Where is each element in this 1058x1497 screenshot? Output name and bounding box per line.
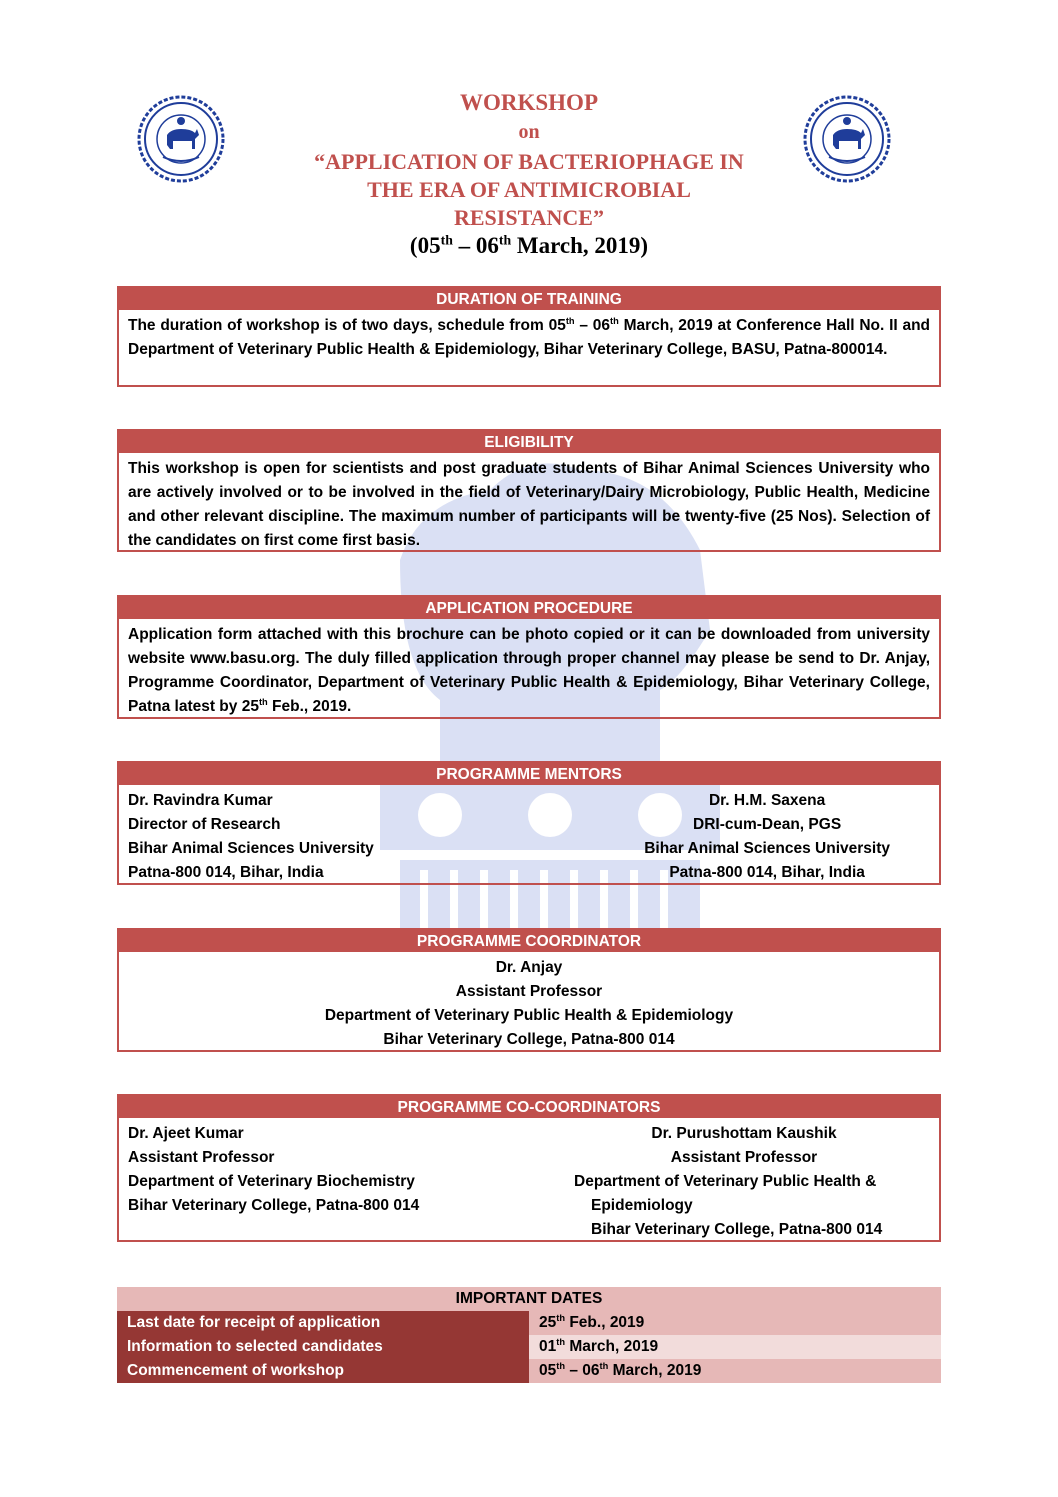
- title-on: on: [518, 121, 540, 143]
- mentors-heading: PROGRAMME MENTORS: [119, 763, 939, 785]
- mentors-body: [119, 785, 939, 889]
- important-dates-table: [117, 1287, 941, 1383]
- eligibility-heading: ELIGIBILITY: [119, 431, 939, 453]
- coordinator-heading: PROGRAMME COORDINATOR: [119, 930, 939, 952]
- cocoordinator-right: Dr. Purushottam Kaushik Assistant Professor Department of Veterinary Public Health & Epidemiology Bihar Veterinary College, Patna-800 014: [574, 1125, 883, 1238]
- cocoordinators-body: [119, 1118, 939, 1246]
- cocoordinator-left: Dr. Ajeet Kumar Assistant Professor Department of Veterinary Biochemistry Bihar Veterinary College, Patna-800 014: [128, 1125, 420, 1214]
- cocoordinators-heading: PROGRAMME CO-COORDINATORS: [119, 1096, 939, 1118]
- eligibility-text: This workshop is open for scientists and post graduate students of Bihar Animal Sciences University who are actively involved or to be involved in the field of Veterinary/Dairy Microbiology, Public Health, Medicine and other relevant discipline. The maximum number of participants will be twenty-five (25 Nos). Selection of the candidates on first come first basis.: [128, 460, 930, 549]
- duration-text: The duration of workshop is of two days, schedule from 05th – 06th March, 2019 at Conference Hall No. II and Department of Veterinary Public Health & Epidemiology, Bihar Veterinary College, BASU, Patna-800014.: [128, 315, 931, 358]
- title-workshop: WORKSHOP: [459, 90, 598, 115]
- title-dates: (05th – 06th March, 2019): [409, 232, 649, 258]
- coordinator-section: [117, 928, 941, 1052]
- table-row: Information to selected candidates 01th March, 2019: [117, 1335, 941, 1359]
- cocoordinators-section: [117, 1094, 941, 1242]
- eligibility-section: [117, 429, 941, 552]
- dates-heading: IMPORTANT DATES: [117, 1287, 941, 1311]
- application-section: [117, 595, 941, 719]
- mentor-right: Dr. H.M. Saxena DRI-cum-Dean, PGS Bihar Animal Sciences University Patna-800 014, Bihar, India: [644, 792, 890, 881]
- duration-heading: DURATION OF TRAINING: [119, 288, 939, 310]
- mentors-section: [117, 761, 941, 885]
- title-topic: “APPLICATION OF BACTERIOPHAGE IN THE ERA OF ANTIMICROBIAL RESISTANCE”: [314, 149, 744, 230]
- duration-section: [117, 286, 941, 387]
- mentor-left: Dr. Ravindra Kumar Director of Research Bihar Animal Sciences University Patna-800 014, Bihar, India: [128, 792, 374, 881]
- coordinator-body: Dr. Anjay Assistant Professor Department of Veterinary Public Health & Epidemiology Bihar Veterinary College, Patna-800 014: [324, 959, 734, 1048]
- application-heading: APPLICATION PROCEDURE: [119, 597, 939, 619]
- table-row: Last date for receipt of application 25th Feb., 2019: [117, 1311, 941, 1335]
- table-row: Commencement of workshop 05th – 06th March, 2019: [117, 1359, 941, 1383]
- application-text: Application form attached with this brochure can be photo copied or it can be downloaded from university website www.basu.org. The duly filled application through proper channel may please be send to Dr. Anjay, Programme Coordinator, Department of Veterinary Public Health & Epidemiology, Bihar Veterinary College, Patna latest by 25th Feb., 2019.: [128, 626, 930, 715]
